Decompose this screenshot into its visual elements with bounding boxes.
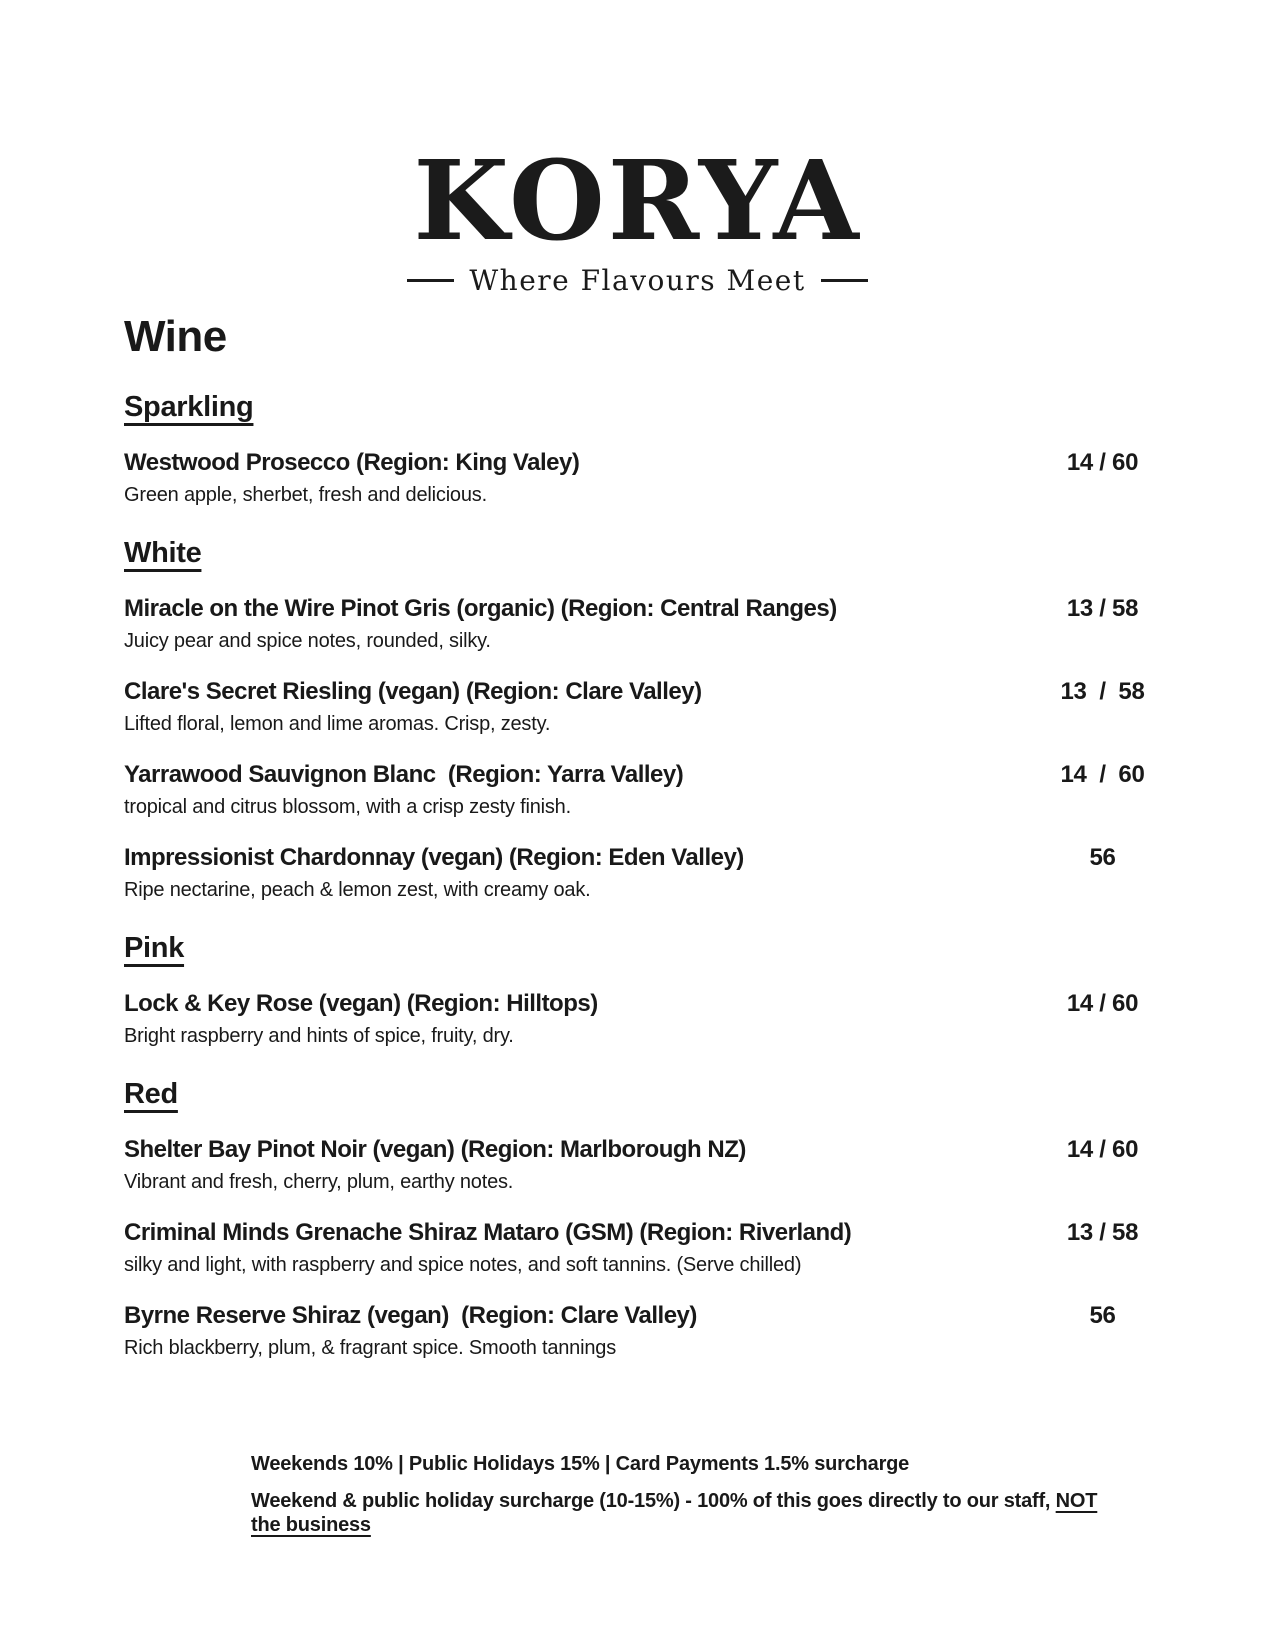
wine-name: Miracle on the Wire Pinot Gris (organic) (Region: Central Ranges) (124, 595, 837, 623)
wine-price: 13 / 58 (1060, 678, 1145, 706)
tagline-right-dash (821, 279, 868, 282)
wine-price: 56 (1089, 844, 1116, 872)
wine-price: 14 / 60 (1066, 449, 1139, 477)
wine-description: Ripe nectarine, peach & lemon zest, with creamy oak. (124, 879, 591, 902)
wine-description: Vibrant and fresh, cherry, plum, earthy notes. (124, 1171, 514, 1194)
wine-description: Bright raspberry and hints of spice, fruity, dry. (124, 1025, 514, 1048)
wine-description: silky and light, with raspberry and spice notes, and soft tannins. (Serve chilled) (124, 1254, 802, 1277)
section-heading-sparkling: Sparkling (124, 391, 254, 424)
wine-name: Lock & Key Rose (vegan) (Region: Hilltops) (124, 990, 598, 1018)
surcharge-note-emphasis: NOT the business (251, 1490, 1098, 1537)
wine-description: tropical and citrus blossom, with a crisp zesty finish. (124, 796, 571, 819)
surcharge-summary-line: Weekends 10% | Public Holidays 15% | Card Payments 1.5% surcharge (251, 1453, 910, 1476)
menu-content (124, 313, 1190, 1537)
wine-item (124, 449, 1190, 507)
section-pink (124, 932, 1190, 965)
wine-description: Rich blackberry, plum, & fragrant spice. Smooth tannings (124, 1337, 616, 1360)
wine-item-row (124, 844, 1190, 872)
wine-name: Westwood Prosecco (Region: King Valey) (124, 449, 580, 477)
wine-item (124, 1302, 1190, 1360)
wine-price: 56 (1089, 1302, 1116, 1330)
wine-item-row (124, 678, 1190, 706)
wine-item-row (124, 1136, 1190, 1164)
wine-item (124, 1136, 1190, 1194)
wine-item (124, 761, 1190, 819)
wine-item-row (124, 990, 1190, 1018)
wine-item-row (124, 1302, 1190, 1330)
section-white (124, 537, 1190, 570)
wine-price: 13 / 58 (1066, 1219, 1139, 1247)
wine-name: Clare's Secret Riesling (vegan) (Region: Clare Valley) (124, 678, 702, 706)
wine-name: Byrne Reserve Shiraz (vegan) (Region: Clare Valley) (124, 1302, 697, 1330)
section-heading-pink: Pink (124, 932, 185, 965)
wine-description: Lifted floral, lemon and lime aromas. Crisp, zesty. (124, 713, 551, 736)
wine-price: 14 / 60 (1066, 990, 1139, 1018)
wine-name: Impressionist Chardonnay (vegan) (Region: Eden Valley) (124, 844, 744, 872)
wine-name: Criminal Minds Grenache Shiraz Mataro (GSM) (Region: Riverland) (124, 1219, 852, 1247)
wine-item-row (124, 1219, 1190, 1247)
page-title: Wine (124, 312, 227, 361)
wine-item (124, 678, 1190, 736)
wine-item (124, 595, 1190, 653)
wine-item (124, 990, 1190, 1048)
wine-description: Green apple, sherbet, fresh and delicious. (124, 484, 487, 507)
wine-item-row (124, 761, 1190, 789)
tagline-row (0, 264, 1275, 297)
section-red (124, 1078, 1190, 1111)
restaurant-tagline: Where Flavours Meet (469, 264, 806, 297)
wine-item-row (124, 449, 1190, 477)
surcharge-note-line (251, 1489, 1130, 1537)
restaurant-logo: KORYA (413, 136, 862, 265)
wine-name: Shelter Bay Pinot Noir (vegan) (Region: Marlborough NZ) (124, 1136, 746, 1164)
wine-item (124, 1219, 1190, 1277)
wine-price: 14 / 60 (1060, 761, 1145, 789)
wine-price: 13 / 58 (1066, 595, 1139, 623)
wine-name: Yarrawood Sauvignon Blanc (Region: Yarra Valley) (124, 761, 684, 789)
menu-header (0, 0, 1275, 297)
section-heading-white: White (124, 537, 202, 570)
wine-item-row (124, 595, 1190, 623)
menu-footer (251, 1452, 1130, 1537)
wine-item (124, 844, 1190, 902)
surcharge-note-text: Weekend & public holiday surcharge (10-15%) - 100% of this goes directly to our staff, (251, 1490, 1056, 1513)
tagline-left-dash (407, 279, 454, 282)
wine-description: Juicy pear and spice notes, rounded, silky. (124, 630, 491, 653)
wine-price: 14 / 60 (1066, 1136, 1139, 1164)
section-sparkling (124, 391, 1190, 424)
section-heading-red: Red (124, 1078, 178, 1111)
